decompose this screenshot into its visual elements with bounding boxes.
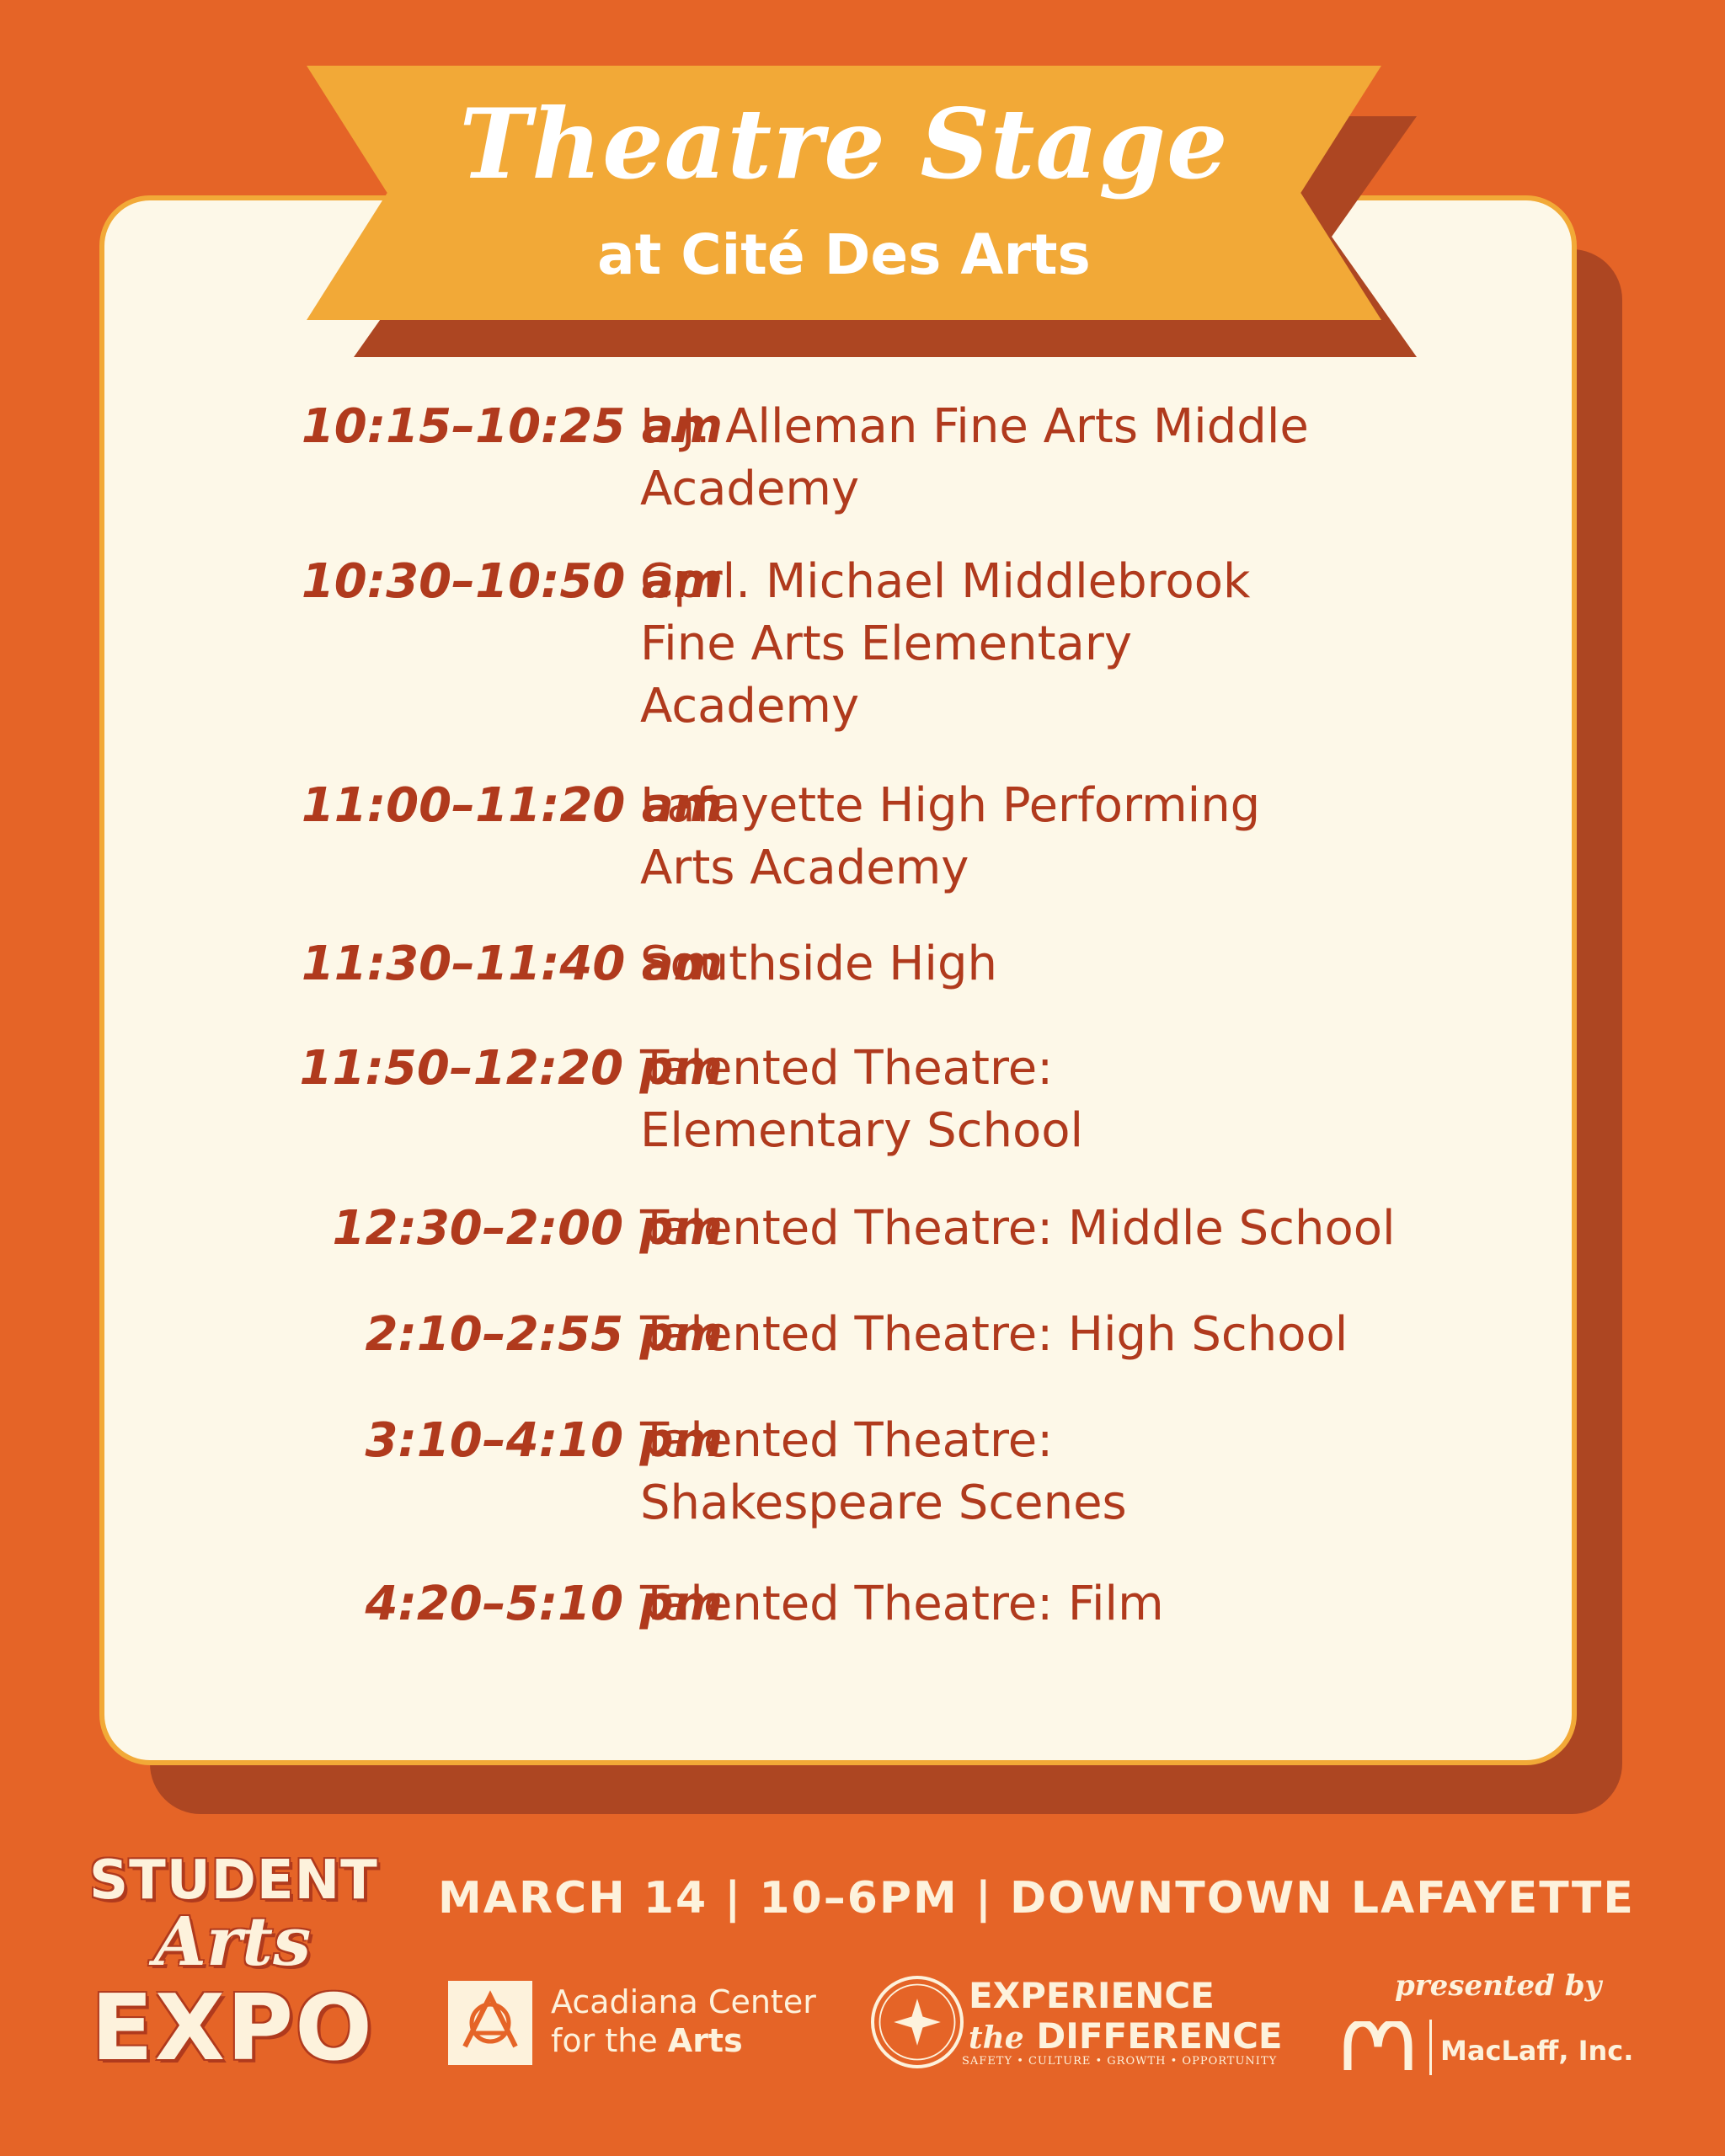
- schedule-time: 11:00–11:20 am: [301, 778, 723, 833]
- schedule-time: 11:50–12:20 pm: [299, 1041, 723, 1096]
- schedule-time: 2:10–2:55 pm: [365, 1307, 723, 1362]
- expo-logo-line: Arts: [153, 1902, 312, 1981]
- aca-logo-icon: [448, 1981, 532, 2065]
- student-arts-expo-logo: [89, 1849, 378, 2081]
- schedule-event: Cprl. Michael Middlebrook Fine Arts Elementary Academy: [640, 554, 1251, 734]
- page-subtitle: at Cité Des Arts: [597, 222, 1091, 287]
- schedule-time: 4:20–5:10 pm: [365, 1577, 723, 1631]
- difference-line: [969, 2016, 1283, 2058]
- difference-italic: the: [969, 2020, 1024, 2056]
- experience-difference-logo: [969, 1976, 1283, 2058]
- schedule-event: Talented Theatre: Elementary School: [640, 1041, 1084, 1158]
- schedule-time: 11:30–11:40 am: [301, 937, 723, 991]
- event-date-line: MARCH 14 | 10–6PM | DOWNTOWN LAFAYETTE: [438, 1873, 1635, 1924]
- schedule-event: Lafayette High Performing Arts Academy: [640, 778, 1261, 895]
- schedule-event: Talented Theatre: High School: [640, 1307, 1348, 1362]
- schedule-time: 10:15–10:25 am: [301, 399, 723, 454]
- acadiana-line1: Acadiana Center: [551, 1983, 816, 2020]
- experience-title: EXPERIENCE: [969, 1975, 1215, 2016]
- expo-logo-line: STUDENT: [89, 1849, 378, 1912]
- schedule-event: L.J. Alleman Fine Arts Middle Academy: [640, 399, 1309, 516]
- acadiana-line2-prefix: for the: [551, 2022, 668, 2059]
- schedule-event: Talented Theatre: Middle School: [640, 1201, 1396, 1256]
- sponsor-divider: [1429, 2020, 1432, 2075]
- lpss-seal-icon: [871, 1976, 964, 2068]
- schedule-event: Talented Theatre: Shakespeare Scenes: [640, 1413, 1127, 1530]
- schedule-time: 12:30–2:00 pm: [332, 1201, 723, 1256]
- expo-logo-line: EXPO: [90, 1976, 374, 2081]
- presented-by-label: presented by: [1395, 1969, 1602, 2003]
- acadiana-line2: [551, 2021, 816, 2060]
- schedule-event: Southside High: [640, 937, 997, 991]
- acadiana-center-logo: [551, 1983, 816, 2060]
- sponsor-name: MacLaff, Inc.: [1440, 2035, 1634, 2067]
- page-title: Theatre Stage: [459, 88, 1229, 200]
- golden-arches-icon: [1343, 2021, 1413, 2072]
- difference-bold: DIFFERENCE: [1036, 2015, 1283, 2057]
- schedule-event: Talented Theatre: Film: [640, 1577, 1164, 1631]
- lpss-tagline: SAFETY • CULTURE • GROWTH • OPPORTUNITY: [962, 2055, 1278, 2068]
- schedule-time: 10:30–10:50 am: [301, 554, 723, 609]
- acadiana-line2-bold: Arts: [667, 2022, 743, 2059]
- schedule-time: 3:10–4:10 pm: [365, 1413, 723, 1468]
